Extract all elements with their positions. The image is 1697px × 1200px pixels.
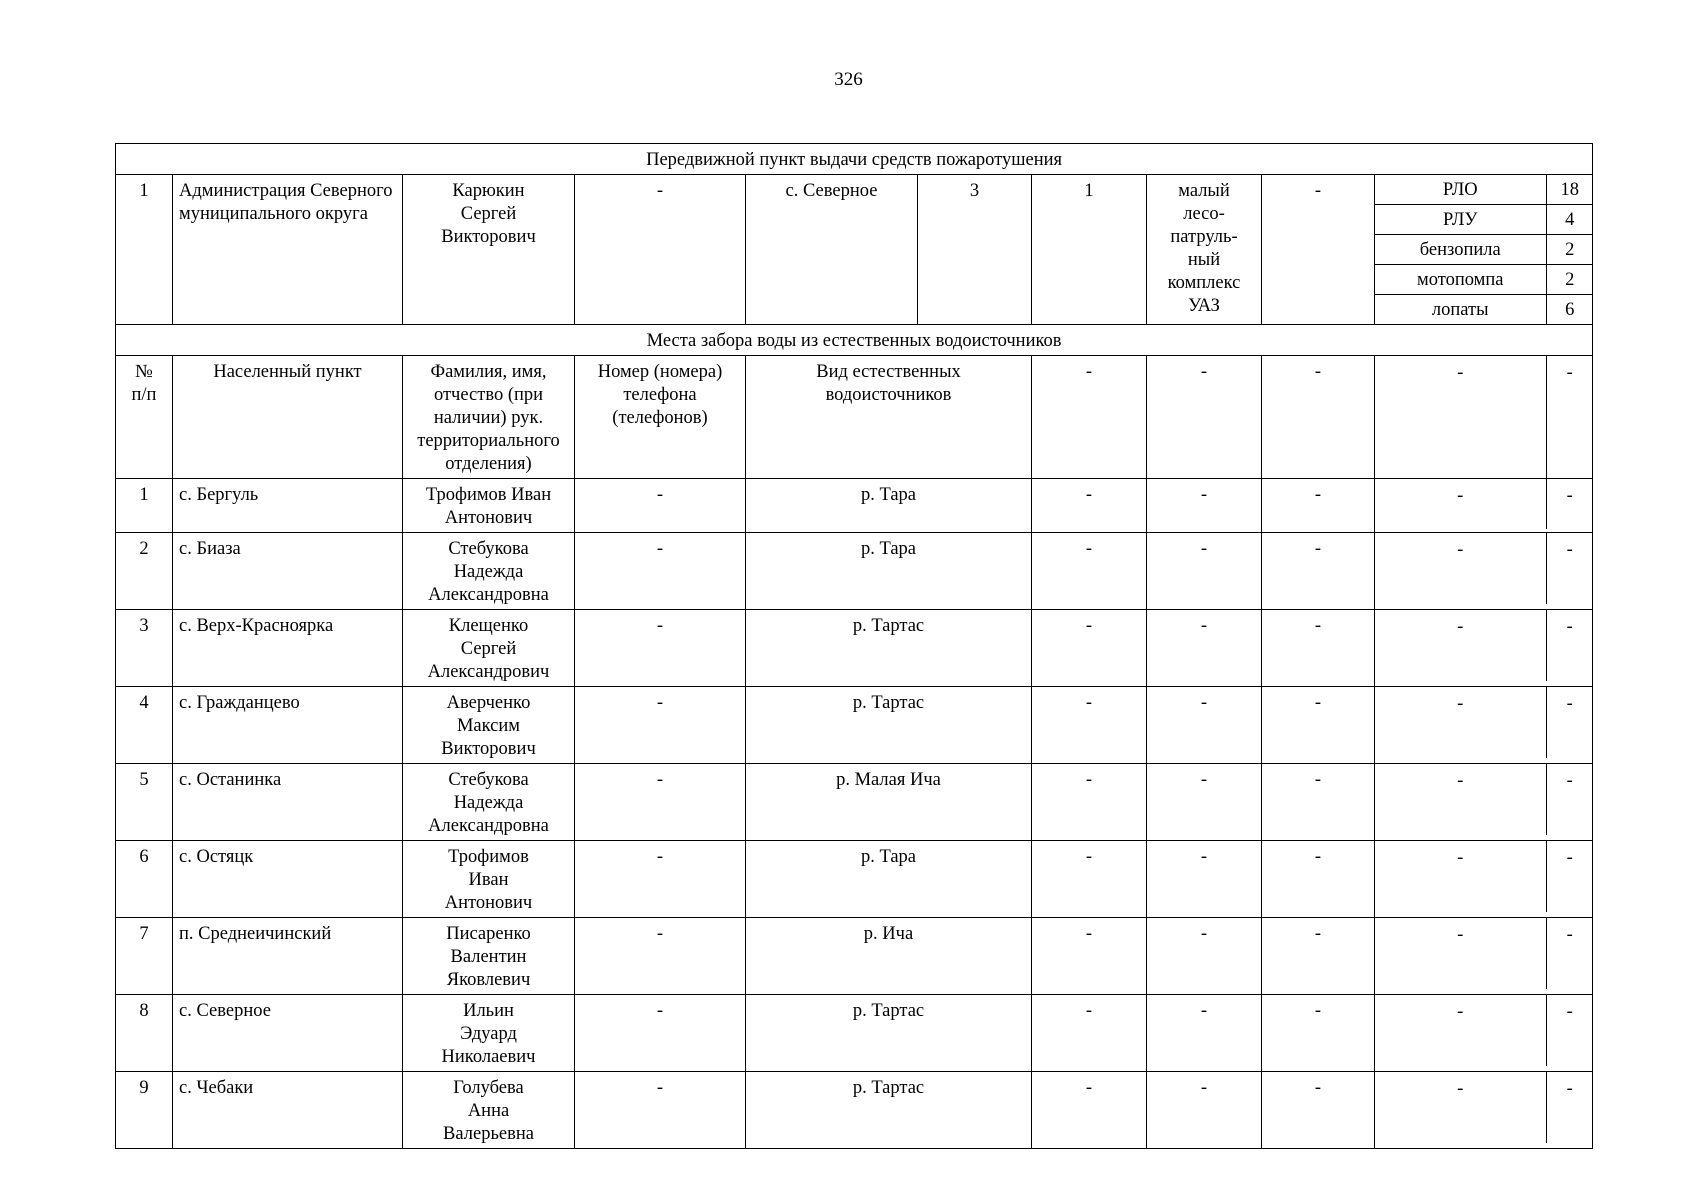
empty-cell: -: [1546, 533, 1593, 604]
header-settlement: Населенный пункт: [173, 356, 403, 479]
row-number: 6: [116, 841, 173, 918]
empty-cell: -: [1147, 610, 1262, 687]
empty-cell: -: [1147, 841, 1262, 918]
split-cell: [1375, 995, 1593, 1072]
empty-cell: -: [1457, 848, 1464, 868]
row-number: 7: [116, 918, 173, 995]
head-name: Трофимов Иван Антонович: [403, 841, 575, 918]
row-number: 9: [116, 1072, 173, 1149]
equipment-qty: 2: [1546, 235, 1593, 265]
equipment-cell: [1375, 175, 1593, 325]
settlement: с. Биаза: [173, 533, 403, 610]
empty-cell: -: [1262, 764, 1375, 841]
section-title: Передвижной пункт выдачи средств пожаротушения: [116, 144, 1593, 175]
water-source: р. Тартас: [746, 687, 1032, 764]
header-phone: Номер (номера) телефона (телефонов): [575, 356, 746, 479]
empty-cell: -: [1546, 764, 1593, 835]
empty-cell: -: [1546, 1072, 1593, 1143]
equipment-item: [1375, 295, 1593, 325]
equipment-name: бензопила: [1375, 235, 1546, 265]
row-number: 1: [116, 175, 173, 325]
settlement: с. Бергуль: [173, 479, 403, 533]
section-title-row: [116, 144, 1593, 175]
empty-cell: -: [1262, 479, 1375, 533]
table-row: [116, 533, 1593, 610]
empty-cell: -: [1147, 918, 1262, 995]
location: с. Северное: [746, 175, 918, 325]
head-name: Голубева Анна Валерьевна: [403, 1072, 575, 1149]
empty-cell: -: [1262, 175, 1375, 325]
water-source: р. Тартас: [746, 995, 1032, 1072]
phone: -: [575, 479, 746, 533]
split-cell: [1375, 841, 1593, 918]
table-row: [116, 995, 1593, 1072]
empty-cell: -: [1147, 479, 1262, 533]
phone: -: [575, 687, 746, 764]
empty-cell: -: [1262, 995, 1375, 1072]
header-empty: -: [1457, 363, 1464, 383]
section-title: Места забора воды из естественных водоисточников: [116, 325, 1593, 356]
split-cell: [1375, 918, 1593, 995]
empty-cell: -: [1457, 486, 1464, 506]
equipment-qty: 18: [1546, 175, 1593, 205]
table-row: [116, 764, 1593, 841]
settlement: с. Северное: [173, 995, 403, 1072]
header-row: [116, 356, 1593, 479]
equipment-qty: 2: [1546, 265, 1593, 295]
settlement: с. Верх-Красноярка: [173, 610, 403, 687]
empty-cell: -: [1262, 533, 1375, 610]
empty-cell: -: [1147, 764, 1262, 841]
header-empty: -: [1032, 356, 1147, 479]
row-number: 4: [116, 687, 173, 764]
head-name: Стебукова Надежда Александровна: [403, 764, 575, 841]
header-empty: -: [1546, 356, 1593, 478]
equipment-item: [1375, 205, 1593, 235]
equipment-name: мотопомпа: [1375, 265, 1546, 295]
phone: -: [575, 1072, 746, 1149]
empty-cell: -: [1032, 1072, 1147, 1149]
empty-cell: -: [1262, 610, 1375, 687]
split-cell: [1375, 610, 1593, 687]
phone: -: [575, 533, 746, 610]
empty-cell: -: [1032, 687, 1147, 764]
water-source: р. Тартас: [746, 610, 1032, 687]
empty-cell: -: [1546, 479, 1593, 529]
count-cell: 3: [918, 175, 1032, 325]
empty-cell: -: [1457, 694, 1464, 714]
equipment-item: [1375, 235, 1593, 265]
phone: -: [575, 841, 746, 918]
equipment-name: лопаты: [1431, 300, 1489, 320]
empty-cell: -: [1147, 1072, 1262, 1149]
empty-cell: -: [1457, 771, 1464, 791]
empty-cell: -: [1546, 841, 1593, 912]
empty-cell: -: [1546, 995, 1593, 1066]
empty-cell: -: [1032, 841, 1147, 918]
empty-cell: -: [1262, 918, 1375, 995]
settlement: с. Гражданцево: [173, 687, 403, 764]
phone: -: [575, 995, 746, 1072]
empty-cell: -: [1032, 918, 1147, 995]
empty-cell: -: [1032, 995, 1147, 1072]
head-name: Аверченко Максим Викторович: [403, 687, 575, 764]
head-name: Клещенко Сергей Александрович: [403, 610, 575, 687]
section-title-row: [116, 325, 1593, 356]
header-split-cell: [1375, 356, 1593, 479]
empty-cell: -: [1147, 687, 1262, 764]
phone: -: [575, 175, 746, 325]
settlement: с. Остяцк: [173, 841, 403, 918]
empty-cell: -: [1032, 479, 1147, 533]
header-head: Фамилия, имя, отчество (при наличии) рук. территориального отделения): [403, 356, 575, 479]
water-source: р. Тара: [746, 479, 1032, 533]
split-cell: [1375, 687, 1593, 764]
vehicle: малый лесо- патруль- ный комплекс УАЗ: [1147, 175, 1262, 325]
head-name: Трофимов Иван Антонович: [403, 479, 575, 533]
phone: -: [575, 918, 746, 995]
empty-cell: -: [1032, 610, 1147, 687]
split-cell: [1375, 1072, 1593, 1149]
settlement: п. Среднеичинский: [173, 918, 403, 995]
table-row: [116, 479, 1593, 533]
empty-cell: -: [1457, 1002, 1464, 1022]
row-number: 3: [116, 610, 173, 687]
empty-cell: -: [1262, 841, 1375, 918]
empty-cell: -: [1262, 1072, 1375, 1149]
equipment-name: РЛУ: [1375, 205, 1546, 235]
equipment-item: [1375, 175, 1593, 205]
equipment-name: РЛО: [1375, 175, 1546, 205]
equipment-qty: 4: [1546, 205, 1593, 235]
empty-cell: -: [1032, 764, 1147, 841]
head-name: Стебукова Надежда Александровна: [403, 533, 575, 610]
empty-cell: -: [1457, 1079, 1464, 1099]
table-row: [116, 841, 1593, 918]
table-row: [116, 687, 1593, 764]
settlement: с. Чебаки: [173, 1072, 403, 1149]
split-cell: [1375, 764, 1593, 841]
count-cell: 1: [1032, 175, 1147, 325]
header-source: Вид естественных водоисточников: [746, 356, 1032, 479]
empty-cell: -: [1262, 687, 1375, 764]
data-table: [115, 143, 1593, 1149]
page-number: 326: [834, 69, 863, 90]
table-row: [116, 1072, 1593, 1149]
water-source: р. Малая Ича: [746, 764, 1032, 841]
header-empty: -: [1262, 356, 1375, 479]
organization-name: Администрация Северного муниципального округа: [173, 175, 403, 325]
water-source: р. Тартас: [746, 1072, 1032, 1149]
head-name: Ильин Эдуард Николаевич: [403, 995, 575, 1072]
header-empty: -: [1147, 356, 1262, 479]
header-num: № п/п: [116, 356, 173, 479]
water-source: р. Тара: [746, 533, 1032, 610]
split-cell: [1375, 533, 1593, 610]
empty-cell: -: [1546, 918, 1593, 989]
water-source: р. Ича: [746, 918, 1032, 995]
equipment-list: [1375, 175, 1593, 324]
row-number: 5: [116, 764, 173, 841]
empty-cell: -: [1546, 687, 1593, 758]
equipment-item: [1375, 265, 1593, 295]
head-name: Карюкин Сергей Викторович: [403, 175, 575, 325]
phone: -: [575, 610, 746, 687]
table-row: [116, 918, 1593, 995]
empty-cell: -: [1147, 533, 1262, 610]
row-number: 2: [116, 533, 173, 610]
empty-cell: -: [1032, 533, 1147, 610]
empty-cell: -: [1457, 925, 1464, 945]
table-row: [116, 610, 1593, 687]
equipment-qty: 6: [1546, 295, 1593, 325]
empty-cell: -: [1457, 617, 1464, 637]
empty-cell: -: [1147, 995, 1262, 1072]
split-cell: [1375, 479, 1593, 533]
row-number: 1: [116, 479, 173, 533]
mobile-point-row: [116, 175, 1593, 325]
phone: -: [575, 764, 746, 841]
water-source: р. Тара: [746, 841, 1032, 918]
empty-cell: -: [1546, 610, 1593, 681]
row-number: 8: [116, 995, 173, 1072]
empty-cell: -: [1457, 540, 1464, 560]
settlement: с. Останинка: [173, 764, 403, 841]
head-name: Писаренко Валентин Яковлевич: [403, 918, 575, 995]
